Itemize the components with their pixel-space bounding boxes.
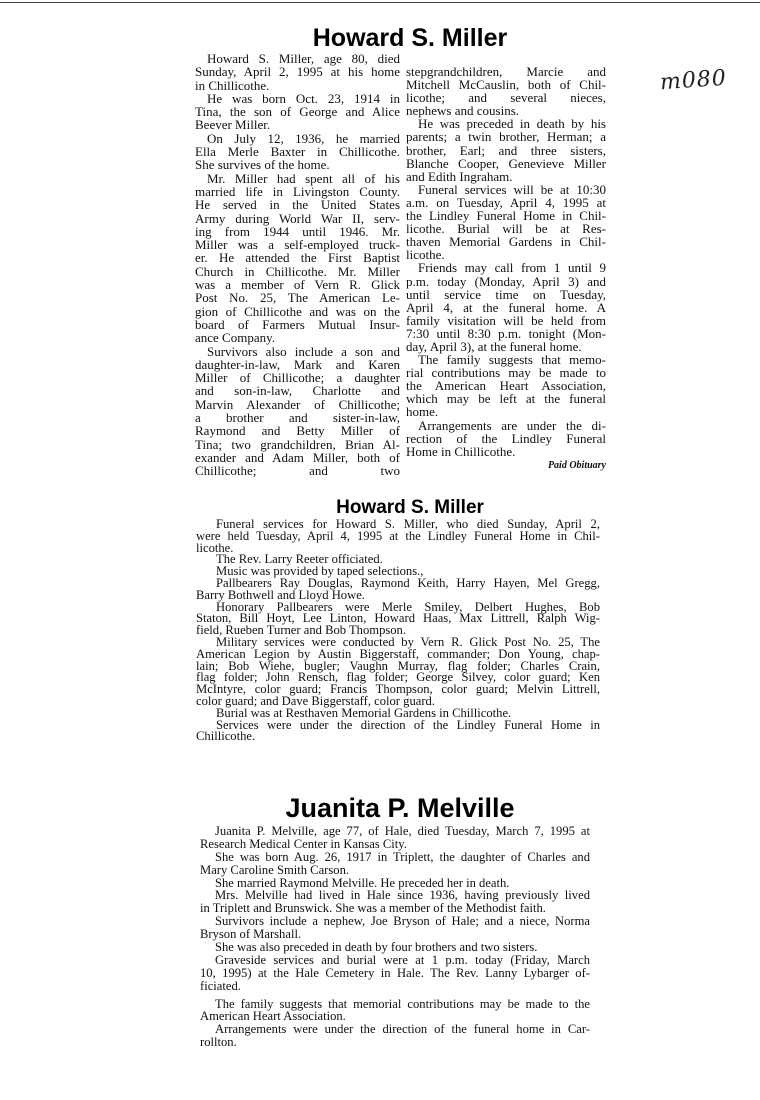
- text-line: Army during World War II, serv-: [195, 210, 400, 226]
- text-line: licothe. Burial will be at Res-: [406, 221, 606, 237]
- text-line: licothe; and several nieces,: [406, 90, 606, 106]
- handwritten-note: m080: [659, 65, 728, 96]
- obituary1-title: Howard S. Miller: [312, 24, 508, 52]
- text-line: were held Tuesday, April 4, 1995 at the Lindley Funeral Home in Chil-: [196, 528, 600, 543]
- text-line: Tina; two grandchildren, Brian Al-: [195, 436, 400, 452]
- text-line: Funeral services will be at 10:30: [418, 181, 606, 197]
- text-line: exander and Adam Miller, both of: [195, 449, 400, 465]
- text-line: Pallbearers Ray Douglas, Raymond Keith, Harry Hayen, Mel Gregg,: [216, 575, 600, 590]
- text-line: She survives of the home.: [195, 157, 330, 173]
- obituary2-body: [196, 519, 600, 743]
- text-line: 7:30 until 8:30 p.m. tonight (Mon-: [406, 325, 606, 341]
- text-line: Home in Chillicothe.: [406, 443, 516, 459]
- text-line: Honorary Pallbearers were Merle Smiley, Delbert Hughes, Bob: [216, 599, 600, 614]
- text-line: and Edith Ingraham.: [406, 168, 513, 184]
- text-line: Ella Merle Baxter in Chillicothe.: [195, 144, 400, 160]
- text-line: Graveside services and burial were at 1 p.m. today (Friday, March: [215, 952, 590, 967]
- text-line: Friends may call from 1 until 9: [418, 260, 606, 276]
- text-line: which may be left at the funeral: [406, 391, 606, 407]
- text-line: Church in Chillicothe. Mr. Miller: [195, 263, 400, 279]
- text-line: the Lindley Funeral Home in Chil-: [406, 208, 606, 224]
- obituary1-left-column: [195, 52, 400, 478]
- text-line: She married Raymond Melville. He preceded her in death.: [215, 875, 510, 890]
- text-line: Services were under the direction of the Lindley Funeral Home in: [216, 717, 600, 732]
- text-line: Military services were conducted by Vern R. Glick Post No. 25, The: [216, 634, 600, 649]
- text-line: ing from 1944 until 1946. Mr.: [195, 223, 400, 239]
- text-line: the American Heart Association,: [406, 378, 606, 394]
- text-line: er. He attended the First Baptist: [195, 250, 400, 266]
- text-line: Survivors include a nephew, Joe Bryson of Hale; and a niece, Norma: [215, 914, 590, 929]
- text-line: Mary Caroline Smith Carson.: [200, 862, 350, 877]
- text-line: licothe.: [406, 247, 445, 263]
- text-line: Burial was at Resthaven Memorial Gardens in Chillicothe.: [216, 705, 512, 720]
- text-line: in Chillicothe.: [195, 77, 270, 93]
- text-line: American Legion by Austin Biggerstaff, commander; Don Young, chap-: [196, 646, 600, 661]
- text-line: The family suggests that memorial contributions may be made to the: [215, 996, 590, 1011]
- text-line: 10, 1995) at the Hale Cemetery in Hale. The Rev. Lanny Lybarger of-: [200, 965, 590, 980]
- text-line: lain; Bob Wiehe, bugler; Vaughn Murray, flag folder; Charles Crain,: [196, 658, 600, 673]
- text-line: He was born Oct. 23, 1914 in: [207, 90, 400, 106]
- paid-obituary-label: Paid Obituary: [547, 459, 606, 471]
- text-line: married life in Livingston County.: [195, 183, 400, 199]
- text-line: rection of the Lindley Funeral: [406, 430, 606, 446]
- text-line: The Rev. Larry Reeter officiated.: [216, 552, 383, 567]
- text-line: She was also preceded in death by four brothers and two sisters.: [215, 940, 538, 955]
- text-line: ance Company.: [195, 330, 276, 346]
- text-line: board of Farmers Mutual Insur-: [195, 316, 400, 332]
- text-line: Tina, the son of George and Alice: [195, 104, 400, 120]
- text-line: April 4, at the funeral home. A: [406, 299, 606, 315]
- text-line: daughter-in-law, Mark and Karen: [195, 356, 400, 372]
- text-line: nephews and cousins.: [406, 103, 520, 119]
- text-line: rollton.: [200, 1035, 237, 1050]
- text-line: The family suggests that memo-: [418, 352, 606, 368]
- text-line: a.m. on Tuesday, April 4, 1995 at: [406, 194, 606, 210]
- text-line: field, Rueben Turner and Bob Thompson.: [196, 623, 407, 638]
- text-line: Post No. 25, The American Le-: [195, 290, 400, 306]
- text-line: Chillicothe; and two: [195, 463, 400, 479]
- text-line: color guard; and Dave Biggerstaff, color guard.: [196, 693, 435, 708]
- text-line: parents; a twin brother, Herman; a: [406, 129, 606, 145]
- text-line: gion of Chillicothe and was on the: [195, 303, 400, 319]
- obituary1-right-column: [406, 65, 606, 471]
- text-line: day, April 3), at the funeral home.: [406, 338, 582, 354]
- text-line: p.m. today (Monday, April 3) and: [406, 273, 606, 289]
- text-line: in Triplett and Brunswick. She was a member of the Methodist faith.: [200, 901, 546, 916]
- text-line: Mitchell McCauslin, both of Chil-: [406, 77, 606, 93]
- text-line: Howard S. Miller, age 80, died: [207, 51, 400, 66]
- text-line: Blanche Cooper, Genevieve Miller: [406, 155, 606, 171]
- text-line: rial contributions may be made to: [406, 365, 606, 381]
- text-line: Survivors also include a son and: [207, 343, 400, 359]
- text-line: flag folder; John Rensch, flag folder; George Silvey, color guard; Ken: [196, 670, 600, 685]
- text-line: Staton, Bill Hoyt, Lee Linton, Howard Haas, Max Littrell, Ralph Wig-: [196, 611, 600, 626]
- text-line: Barry Bothwell and Lloyd Howe.: [196, 587, 365, 602]
- text-line: stepgrandchildren, Marcie and: [406, 64, 606, 79]
- text-line: Music was provided by taped selections.,: [216, 564, 424, 579]
- text-line: Mr. Miller had spent all of his: [207, 170, 400, 186]
- text-line: Bryson of Marshall.: [200, 927, 302, 942]
- text-line: Raymond and Betty Miller of: [195, 423, 400, 439]
- text-line: American Heart Association.: [200, 1009, 346, 1024]
- text-line: Arrangements were under the direction of the funeral home in Car-: [215, 1022, 590, 1037]
- text-line: Miller of Chillicothe; a daughter: [195, 370, 400, 386]
- text-line: Sunday, April 2, 1995 at his home: [195, 64, 400, 80]
- obituary2-title: Howard S. Miller: [336, 497, 484, 518]
- obituary3-body: [200, 825, 590, 1049]
- text-line: ficiated.: [200, 978, 241, 993]
- text-line: Beever Miller.: [195, 117, 271, 133]
- obituary3-title: Juanita P. Melville: [285, 793, 515, 823]
- text-line: Juanita P. Melville, age 77, of Hale, died Tuesday, March 7, 1995 at: [215, 824, 590, 838]
- text-line: family visitation will be held from: [406, 312, 606, 328]
- text-line: thaven Memorial Gardens in Chil-: [406, 234, 606, 250]
- text-line: Research Medical Center in Kansas City.: [200, 836, 407, 851]
- text-line: a brother and sister-in-law,: [195, 410, 400, 426]
- text-line: Funeral services for Howard S. Miller, who died Sunday, April 2,: [216, 517, 600, 531]
- text-line: Marvin Alexander of Chillicothe;: [195, 396, 400, 412]
- text-line: until service time on Tuesday,: [406, 286, 606, 302]
- text-line: On July 12, 1936, he married: [207, 130, 400, 146]
- text-line: Chillicothe.: [196, 729, 256, 744]
- text-line: brother, Earl; and three sisters,: [406, 142, 606, 158]
- text-line: He was preceded in death by his: [418, 116, 606, 132]
- text-line: Mrs. Melville had lived in Hale since 1936, having previously lived: [215, 888, 590, 903]
- text-line: Miller was a self-employed truck-: [195, 237, 400, 253]
- text-line: licothe.: [196, 540, 234, 555]
- text-line: was a member of Vern R. Glick: [195, 277, 400, 293]
- text-line: She was born Aug. 26, 1917 in Triplett, the daughter of Charles and: [215, 849, 590, 864]
- page-top-rule: [0, 2, 760, 3]
- text-line: Arrangements are under the di-: [418, 417, 606, 433]
- text-line: McIntyre, color guard; Francis Thompson, color guard; Melvin Littrell,: [196, 682, 600, 697]
- text-line: He served in the United States: [195, 197, 400, 213]
- text-line: and son-in-law, Charlotte and: [195, 383, 400, 399]
- text-line: home.: [406, 404, 439, 420]
